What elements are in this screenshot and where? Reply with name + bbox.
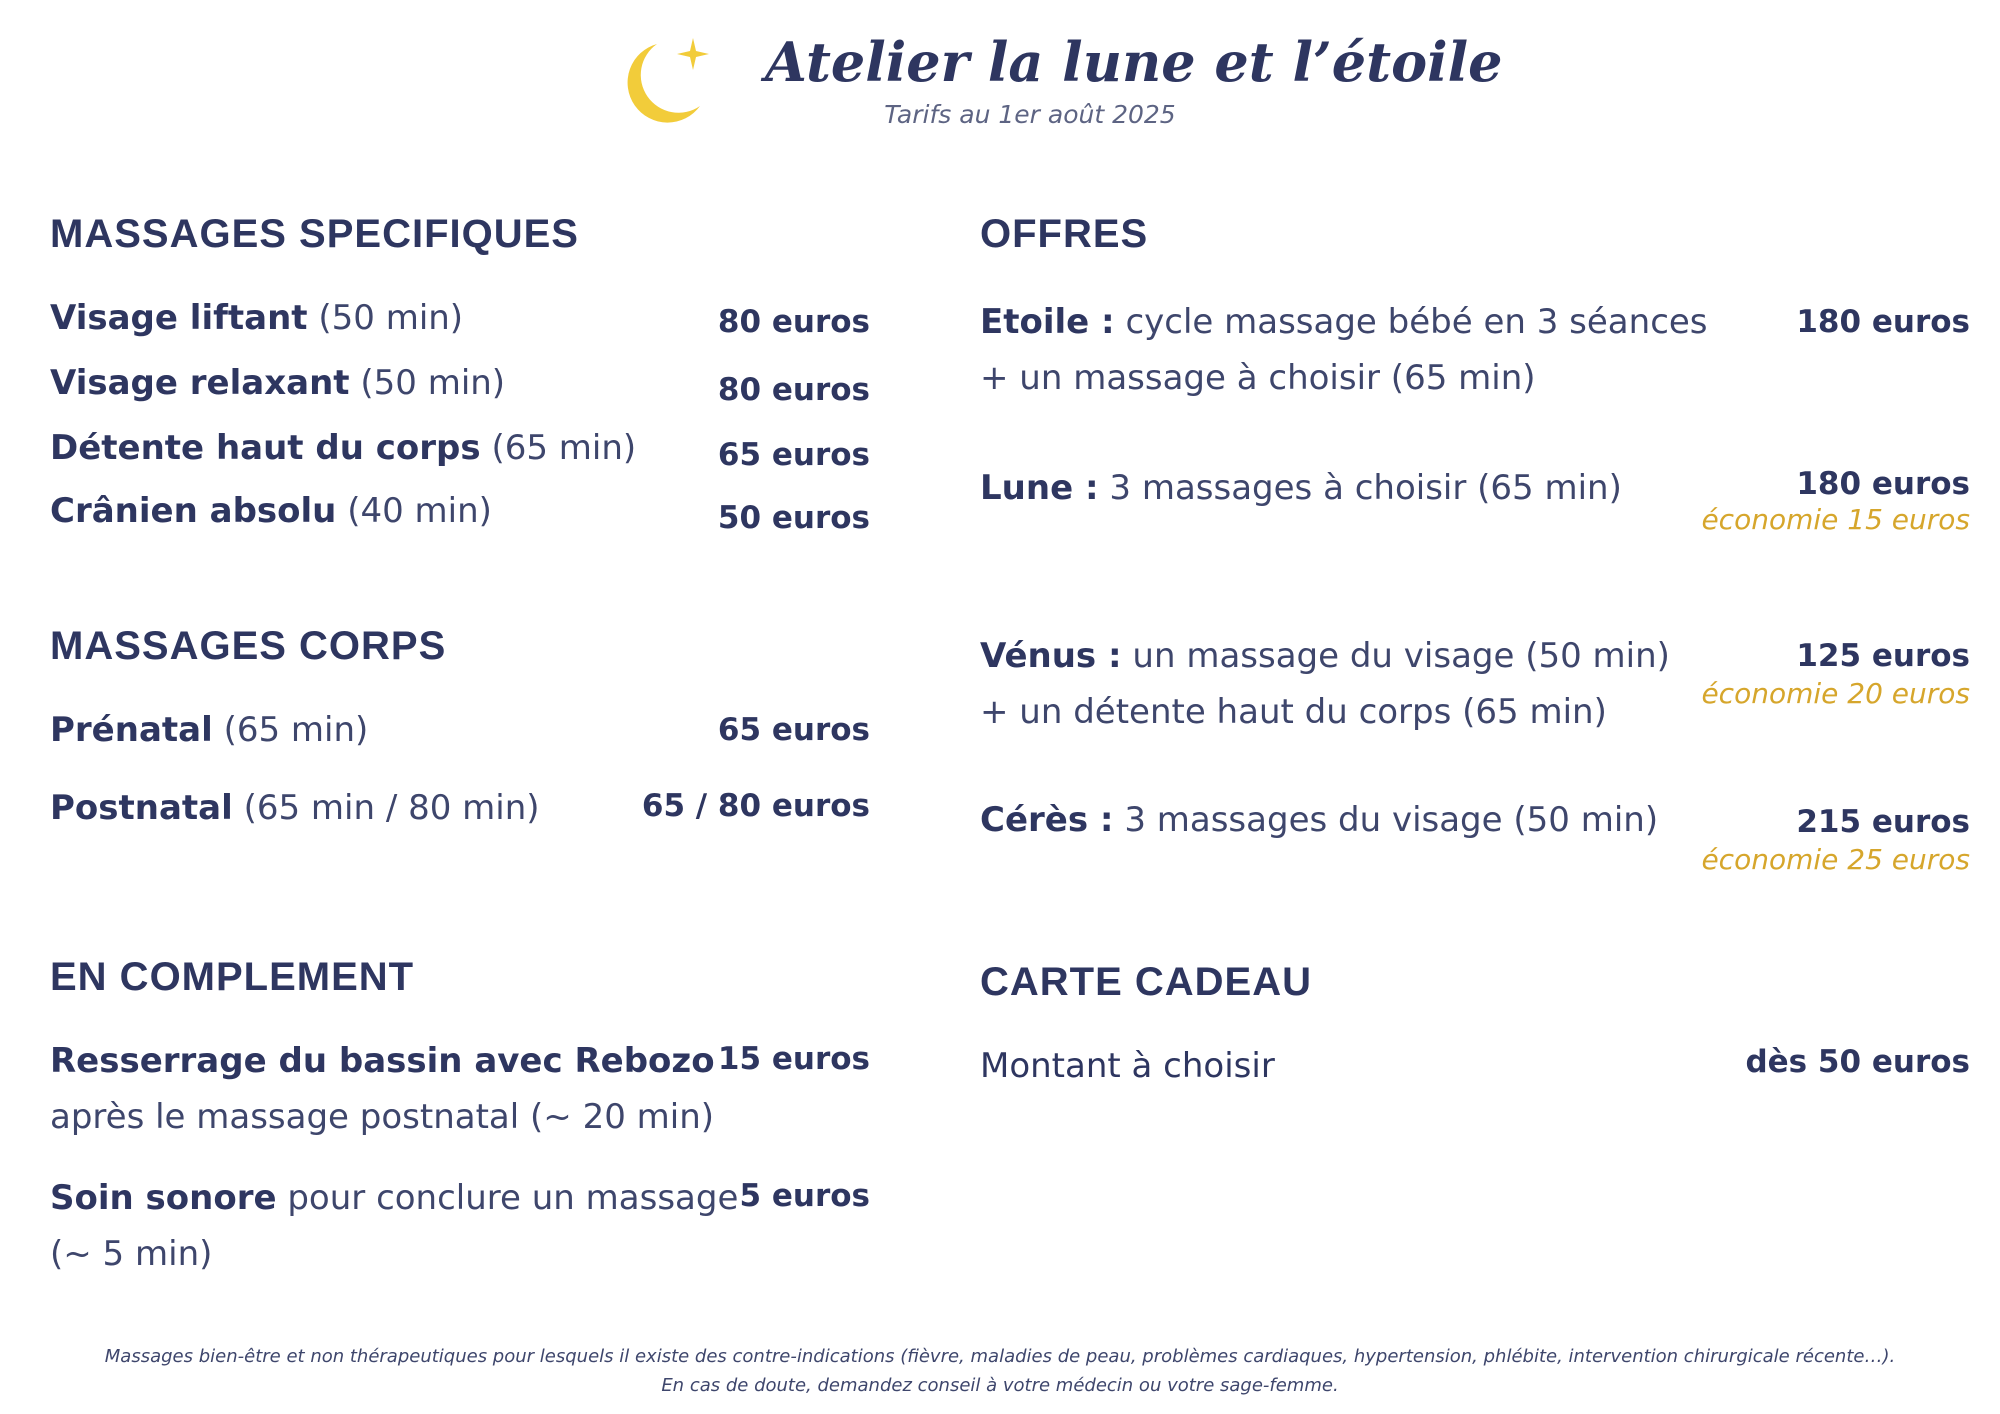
item-duration: (40 min) [347, 491, 492, 531]
item-price: 15 euros [717, 1041, 870, 1077]
list-item [50, 702, 870, 758]
item-price: 65 euros [717, 437, 870, 473]
offer-description-line2: + un massage à choisir (65 min) [980, 358, 1536, 398]
item-name: Prénatal [50, 710, 213, 750]
item-duration: (65 min / 80 min) [243, 788, 540, 828]
item-description: après le massage postnatal (~ 20 min) [50, 1097, 715, 1137]
offer-name: Vénus : [980, 636, 1122, 676]
item-duration: (65 min) [223, 710, 369, 750]
offer-saving: économie 25 euros [1701, 843, 1970, 876]
page-title: Atelier la lune et l’étoile [765, 30, 1503, 94]
gift-card-label: Montant à choisir [980, 1046, 1275, 1086]
offer-description: 3 massages à choisir (65 min) [1109, 468, 1622, 508]
item-name: Visage relaxant [50, 363, 350, 403]
section-title-offres: OFFRES [980, 212, 1149, 256]
list-item [50, 780, 870, 836]
item-price: 5 euros [739, 1178, 870, 1214]
section-title-en-complement: EN COMPLEMENT [50, 955, 415, 999]
footnote-line-2: En cas de doute, demandez conseil à votre médecin ou votre sage-femme. [661, 1375, 1339, 1396]
offer-price: 180 euros [1796, 466, 1970, 502]
item-name: Resserrage du bassin avec Rebozo [50, 1041, 715, 1081]
gift-card-item [980, 1038, 1970, 1094]
offer-item [980, 628, 1970, 740]
offer-description: 3 massages du visage (50 min) [1124, 800, 1659, 840]
offer-name: Lune : [980, 468, 1099, 508]
list-item [50, 290, 870, 346]
item-price: 50 euros [717, 500, 870, 536]
item-duration: (50 min) [360, 363, 506, 403]
offer-item [980, 460, 1970, 536]
item-duration: (~ 5 min) [50, 1234, 213, 1274]
section-title-massages-corps: MASSAGES CORPS [50, 624, 447, 668]
item-name: Postnatal [50, 788, 233, 828]
list-item [50, 1033, 870, 1145]
offer-price: 215 euros [1796, 804, 1970, 840]
offer-saving: économie 20 euros [1701, 677, 1970, 710]
gift-card-price: dès 50 euros [1745, 1044, 1970, 1080]
item-name: Soin sonore [50, 1178, 277, 1218]
offer-description: un massage du visage (50 min) [1132, 636, 1670, 676]
offer-item [980, 792, 1970, 876]
list-item [50, 355, 870, 411]
section-title-massages-specifiques: MASSAGES SPECIFIQUES [50, 212, 579, 256]
item-price: 80 euros [717, 304, 870, 340]
list-item [50, 1170, 870, 1282]
star-shape [677, 38, 709, 70]
offer-item [980, 294, 1970, 406]
moon-star-icon [605, 34, 715, 129]
offer-price: 125 euros [1796, 638, 1970, 674]
item-description: pour conclure un massage [287, 1178, 739, 1218]
list-item [50, 483, 870, 539]
offer-description: cycle massage bébé en 3 séances [1125, 302, 1708, 342]
offer-description-line2: + un détente haut du corps (65 min) [980, 692, 1607, 732]
item-name: Visage liftant [50, 298, 308, 338]
offer-name: Etoile : [980, 302, 1115, 342]
offer-name: Cérès : [980, 800, 1114, 840]
item-name: Crânien absolu [50, 491, 337, 531]
item-name: Détente haut du corps [50, 428, 481, 468]
offer-saving: économie 15 euros [1701, 503, 1970, 536]
offer-price: 180 euros [1796, 304, 1970, 340]
item-duration: (65 min) [491, 428, 637, 468]
item-price: 65 euros [717, 712, 870, 748]
list-item [50, 420, 870, 476]
item-price: 65 / 80 euros [641, 788, 870, 824]
item-duration: (50 min) [318, 298, 464, 338]
footnote-line-1: Massages bien-être et non thérapeutiques pour lesquels il existe des contre-indications (fièvre, maladies de peau, problèmes cardiaques, hypertension, phlébite, intervention chirurgicale récente…). [104, 1346, 1896, 1367]
section-title-carte-cadeau: CARTE CADEAU [980, 960, 1312, 1004]
page-subtitle: Tarifs au 1er août 2025 [884, 100, 1176, 129]
item-price: 80 euros [717, 372, 870, 408]
